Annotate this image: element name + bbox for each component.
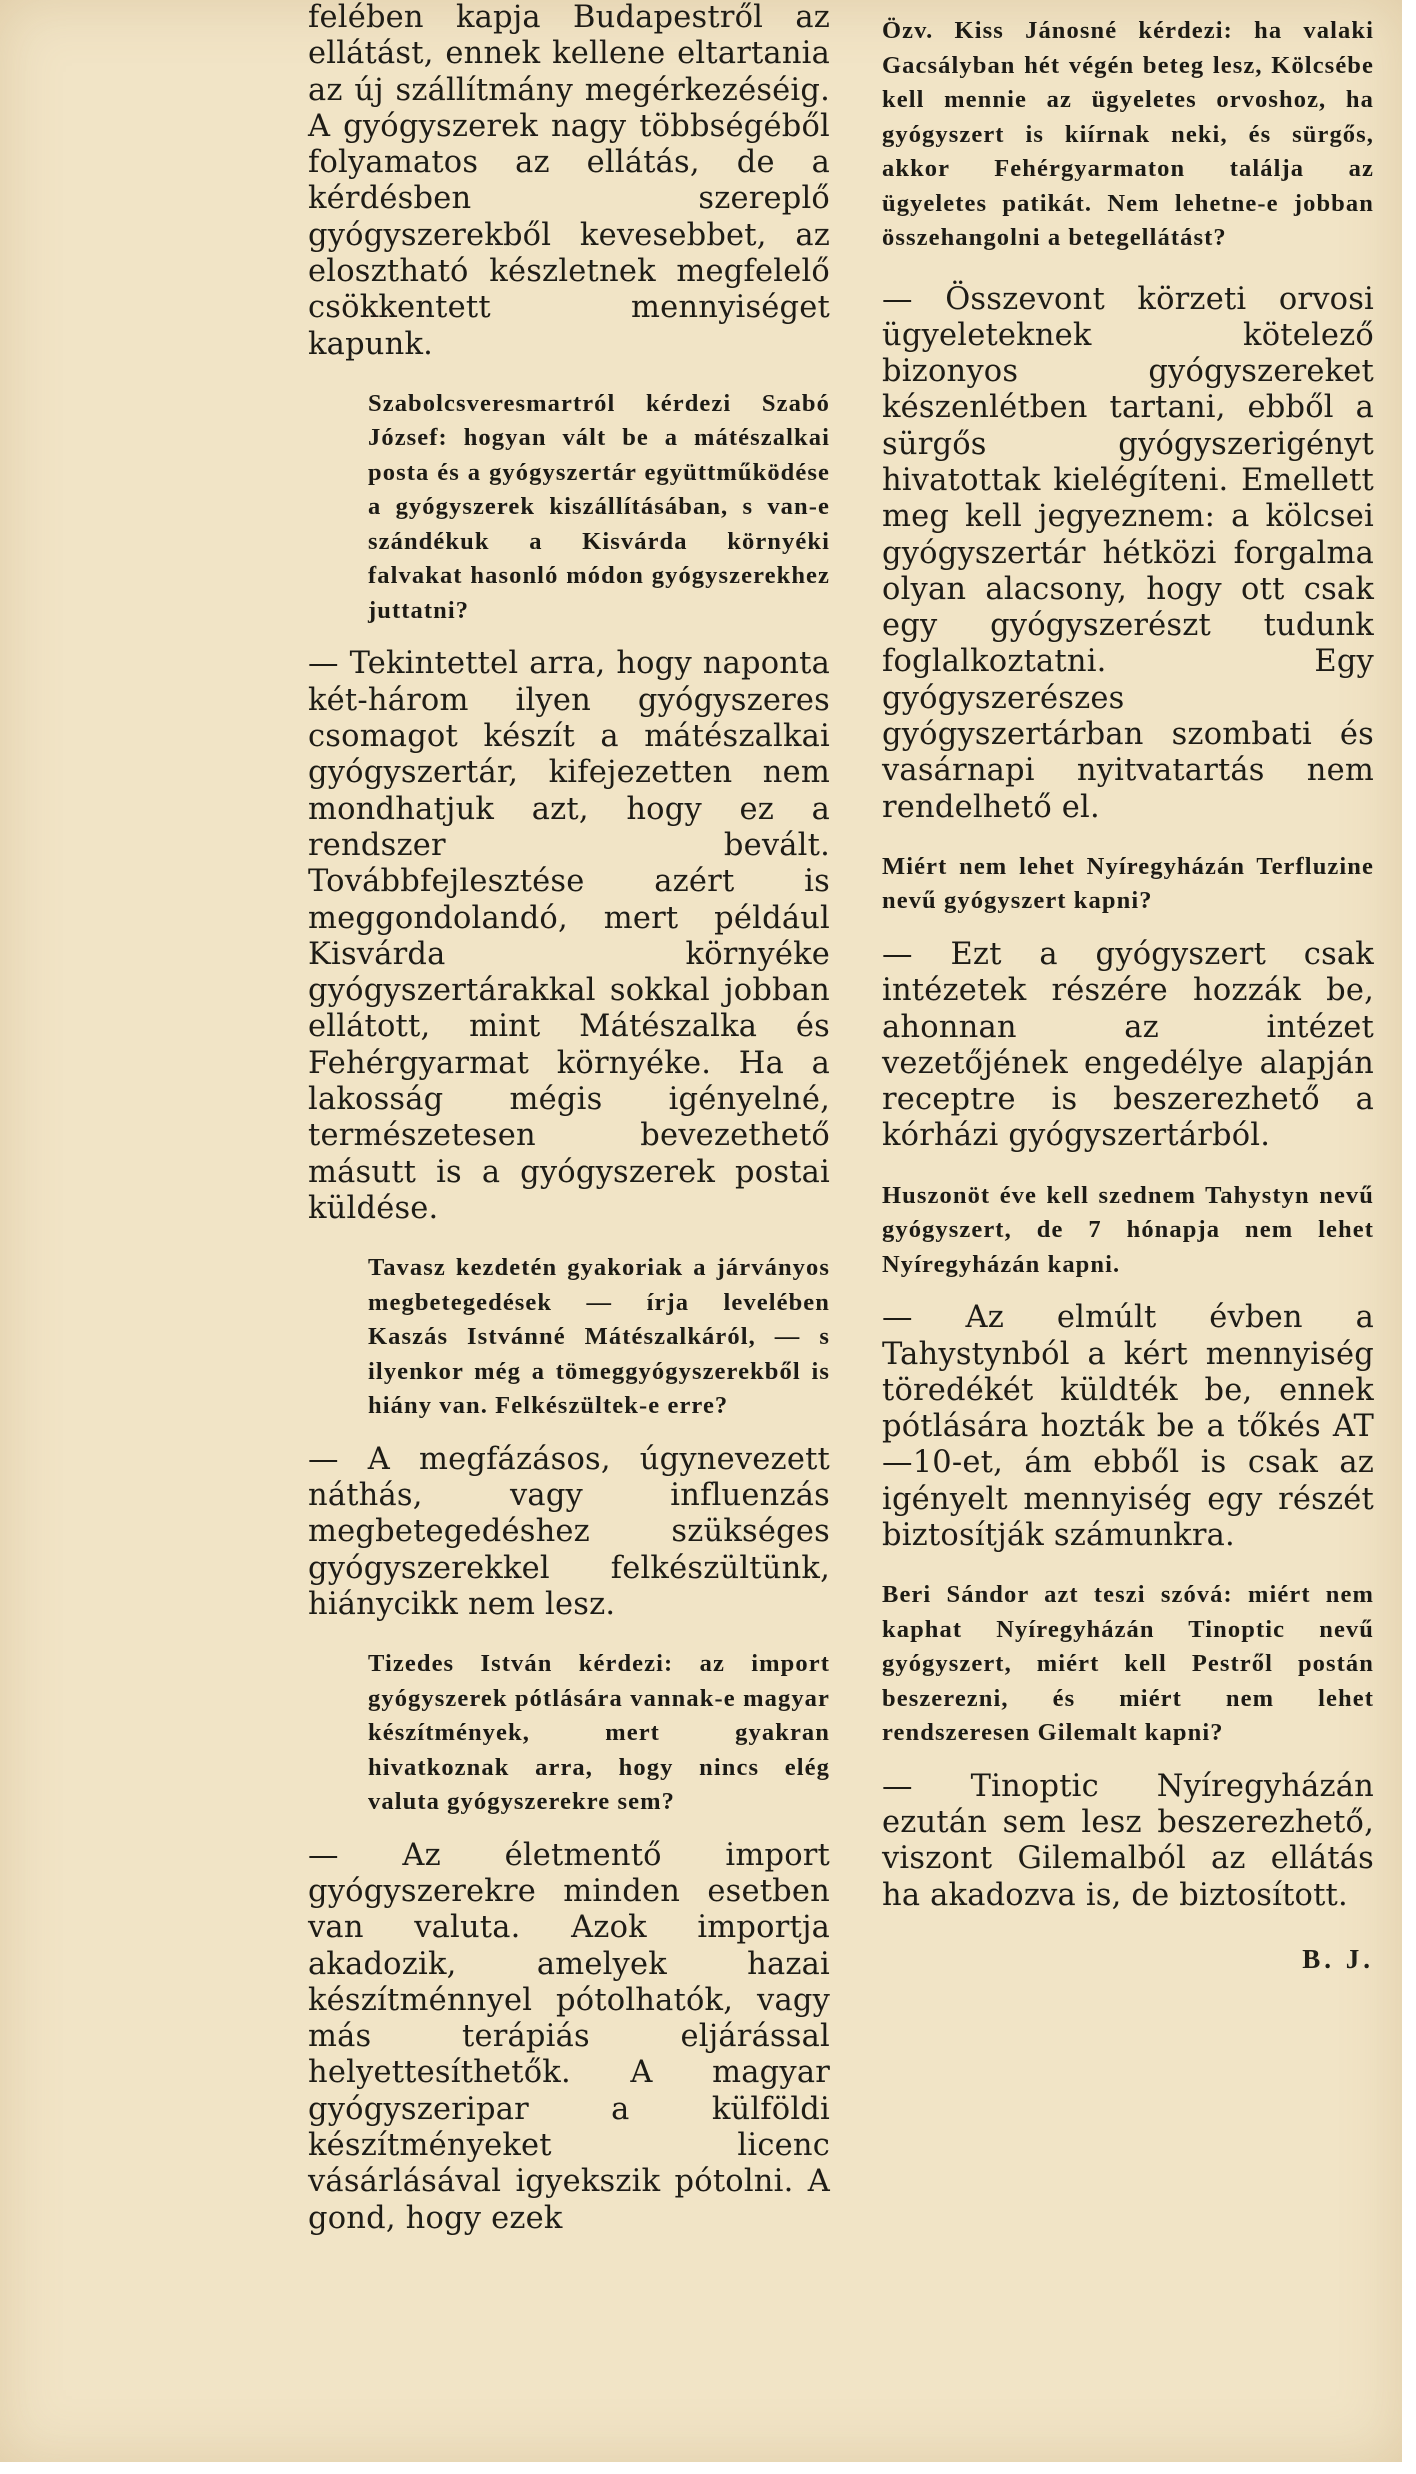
answer-paragraph: — Tekintettel arra, hogy naponta két-három ilyen gyógyszeres csomagot készít a mátészalkai gyógyszertár, kifejezetten nem mondhatjuk azt, hogy ez a rendszer bevált. Továbbfejlesztése azért is meggondolandó, mert például Kisvárda környéke gyógyszertárakkal sokkal jobban ellátott, mint Mátészalka és Fehérgyarmat környéke. Ha a lakosság mégis igényelné, természetesen bevezethető másutt is a gyógyszerek postai küldése. (308, 646, 830, 1226)
reader-question: Tavasz kezdetén gyakoriak a járványos megbetegedések — írja levelében Kaszás Istvánné Mátészalkáról, — s ilyenkor még a tömeggyógyszerekből is hiány van. Felkészültek-e erre? (368, 1254, 830, 1420)
answer-paragraph: — Összevont körzeti orvosi ügyeleteknek kötelező bizonyos gyógyszereket készenlétben tartani, ebből a sürgős gyógyszerigényt hivatottak kielégíteni. Emellett meg kell jegyeznem: a kölcsei gyógyszertár hétközi forgalma olyan alacsony, hogy ott csak egy gyógyszerészt tudunk foglalkoztatni. Egy gyógyszerészes gyógyszertárban szombati és vasárnapi nyitvatartás nem rendelhető el. (882, 281, 1374, 825)
left-column (308, 0, 830, 2237)
author-signature: B. J. (1302, 1944, 1374, 1974)
reader-question: Tizedes István kérdezi: az import gyógyszerek pótlására vannak-e magyar készítmények, mert gyakran hivatkoznak arra, hogy nincs elég valuta gyógyszerekre sem? (368, 1650, 830, 1816)
right-column (882, 0, 1374, 1975)
answer-paragraph: — Tinoptic Nyíregyházán ezután sem lesz beszerezhető, viszont Gilemalból az ellátás ha akadozva is, de biztosított. (882, 1768, 1374, 1913)
answer-paragraph: — Az életmentő import gyógyszerekre minden esetben van valuta. Azok importja akadozik, amelyek hazai készítménnyel pótolhatók, vagy más terápiás eljárással helyettesíthetők. A magyar gyógyszeripar a külföldi készítményeket licenc vásárlásával igyekszik pótolni. A gond, hogy ezek (308, 1837, 830, 2236)
reader-question: Miért nem lehet Nyíregyházán Terfluzine nevű gyógyszert kapni? (882, 852, 1374, 915)
reader-question: Beri Sándor azt teszi szóvá: miért nem kaphat Nyíregyházán Tinoptic nevű gyógyszert, miért kell Pestről postán beszerezni, és miért nem lehet rendszeresen Gilemalt kapni? (882, 1581, 1374, 1747)
reader-question: Huszonöt éve kell szednem Tahystyn nevű gyógyszert, de 7 hónapja nem lehet Nyíregyházán kapni. (882, 1181, 1374, 1278)
answer-paragraph: — A megfázásos, úgynevezett náthás, vagy influenzás megbetegedéshez szükséges gyógyszerekkel felkészültünk, hiánycikk nem lesz. (308, 1441, 830, 1622)
reader-question: Özv. Kiss Jánosné kérdezi: ha valaki Gacsályban hét végén beteg lesz, Kölcsébe kell mennie az ügyeletes orvoshoz, ha gyógyszert is kiírnak neki, és sürgős, akkor Fehérgyarmaton találja az ügyeletes patikát. Nem lehetne-e jobban összehangolni a betegellátást? (882, 17, 1374, 251)
answer-paragraph: — Az elmúlt évben a Tahystynból a kért mennyiség töredékét küldték be, ennek pótlására hozták be a tőkés AT—10-et, ám ebből is csak az igényelt mennyiség egy részét biztosítják számunkra. (882, 1300, 1374, 1554)
reader-question: Szabolcsveresmartról kérdezi Szabó József: hogyan vált be a mátészalkai posta és a gyógyszertár együttműködése a gyógyszerek kiszállításában, s van-e szándékuk a Kisvárda környéki falvakat hasonló módon gyógyszerekhez juttatni? (368, 389, 830, 624)
answer-paragraph: felében kapja Budapestről az ellátást, ennek kellene eltartania az új szállítmány megérkezéséig. A gyógyszerek nagy többségéből folyamatos az ellátás, de a kérdésben szereplő gyógyszerekből kevesebbet, az elosztható készletnek megfelelő csökkentett mennyiséget kapunk. (308, 0, 830, 362)
answer-paragraph: — Ezt a gyógyszert csak intézetek részére hozzák be, ahonnan az intézet vezetőjének engedélye alapján receptre is beszerezhető a kórházi gyógyszertárból. (882, 936, 1374, 1154)
